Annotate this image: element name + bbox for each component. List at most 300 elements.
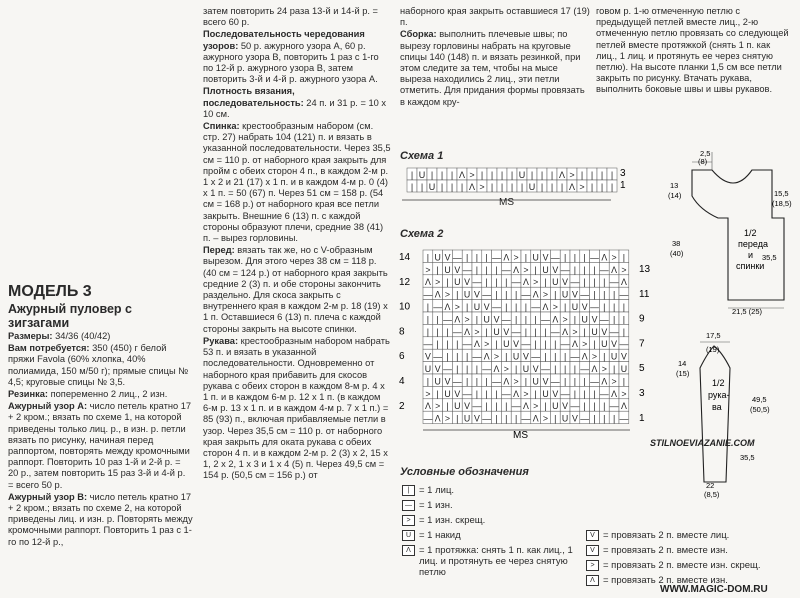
grid-symbol: | xyxy=(460,182,464,192)
grid-symbol: — xyxy=(501,264,511,275)
grid-symbol: U xyxy=(434,252,441,263)
grid-symbol: — xyxy=(541,314,550,325)
model-subtitle: Ажурный пуловер с зигзагами xyxy=(8,302,132,330)
grid-symbol: — xyxy=(482,413,492,424)
grid-symbol: | xyxy=(426,252,430,263)
grid-symbol: | xyxy=(490,170,494,180)
grid-symbol: > xyxy=(444,413,451,424)
grid-symbol: | xyxy=(600,170,604,180)
grid-symbol: Λ xyxy=(620,401,627,412)
grid-symbol: — xyxy=(531,302,541,312)
grid-symbol: | xyxy=(485,326,488,337)
grid-symbol: — xyxy=(462,339,472,350)
grid-symbol: — xyxy=(462,264,472,275)
site-mark: STILNOEVIAZANIE.COM xyxy=(650,438,755,448)
watermark: WWW.MAGIC-DOM.RU xyxy=(660,584,768,595)
pattern-b-para: Ажурный узор В: число петель кратно 17 + 2 кром.; вязать по схеме 2, на которой приведены лиц. и изн. р. Повторять между кромочными раппорт. Повторить 1 раз с 1-го по 12-й р., xyxy=(8,491,193,547)
grid-symbol: | xyxy=(514,289,518,300)
grid-symbol: | xyxy=(426,314,430,325)
grid-symbol: > xyxy=(469,170,475,180)
sleeve-bottom: 22 xyxy=(706,481,715,490)
grid-symbol: | xyxy=(495,289,498,300)
grid-symbol: — xyxy=(570,351,580,362)
grid-symbol: | xyxy=(514,314,518,325)
grid-symbol: | xyxy=(534,326,537,337)
sleeve-label: 1/2 xyxy=(712,378,725,388)
scheme2-right-row-label: 13 xyxy=(639,264,651,275)
grid-symbol: | xyxy=(524,314,528,325)
grid-symbol: | xyxy=(514,302,518,312)
grid-symbol: V xyxy=(513,339,520,350)
grid-symbol: — xyxy=(619,339,629,350)
body-h-total2: (40) xyxy=(670,249,684,258)
grid-symbol: Λ xyxy=(601,252,608,263)
sleeve-schematic xyxy=(660,332,795,502)
grid-symbol: — xyxy=(560,388,570,399)
grid-symbol: | xyxy=(426,302,430,312)
grid-symbol: | xyxy=(485,252,488,263)
grid-symbol: | xyxy=(436,326,439,337)
yarn-over-icon: U xyxy=(402,530,415,541)
grid-symbol: Λ xyxy=(513,264,520,275)
grid-symbol: | xyxy=(622,376,626,387)
grid-symbol: | xyxy=(505,351,508,362)
grid-symbol: | xyxy=(583,388,586,399)
grid-symbol: | xyxy=(456,289,459,300)
body-h-arm: 15,5 xyxy=(774,189,789,198)
grid-symbol: Λ xyxy=(522,277,529,288)
grid-symbol: U xyxy=(552,277,559,288)
column-4 xyxy=(596,6,792,126)
grid-symbol: — xyxy=(619,289,629,300)
slip-decrease-icon: Λ xyxy=(402,545,415,556)
grid-symbol: V xyxy=(424,351,431,362)
grid-symbol: | xyxy=(593,277,596,288)
scheme2-ms: MS xyxy=(513,430,528,441)
grid-symbol: — xyxy=(472,401,482,412)
grid-symbol: | xyxy=(573,264,577,275)
grid-symbol: — xyxy=(462,388,472,399)
grid-symbol: V xyxy=(571,413,578,424)
grid-symbol: — xyxy=(423,289,433,300)
grid-symbol: | xyxy=(500,170,504,180)
grid-symbol: | xyxy=(475,388,479,399)
grid-symbol: | xyxy=(600,182,604,192)
assembly-para: Сборка: выполнить плечевые швы; по вырезу горловины набрать на круговые спицы 140 (148) п. и вязать резинкой, при этом следите за тем, чтобы на мысе выреза находились 2 лиц., эти петли отметить. Для придания формы провязать в каждом кру- xyxy=(400,29,585,107)
grid-symbol: > xyxy=(621,264,627,275)
grid-symbol: | xyxy=(583,376,586,387)
grid-symbol: — xyxy=(443,314,452,325)
scheme2-left-row-label: 10 xyxy=(399,301,411,313)
grid-symbol: | xyxy=(593,401,596,412)
grid-symbol: | xyxy=(603,351,606,362)
scheme2-left-row-label: 12 xyxy=(399,276,411,288)
grid-symbol: U xyxy=(473,302,481,312)
grid-symbol: Λ xyxy=(542,302,549,312)
grid-symbol: — xyxy=(492,252,501,263)
grid-symbol: V xyxy=(454,388,461,399)
body-schematic xyxy=(660,148,795,316)
grid-symbol: | xyxy=(495,339,498,350)
grid-symbol: | xyxy=(563,302,567,312)
grid-symbol: | xyxy=(456,364,459,374)
grid-symbol: V xyxy=(591,314,598,325)
grid-symbol: > xyxy=(611,252,617,263)
scheme1-title: Схема 1 xyxy=(400,150,444,162)
sleeve-outline xyxy=(700,346,730,482)
legend-title: Условные обозначения xyxy=(400,466,529,478)
grid-symbol: — xyxy=(580,289,590,300)
grid-symbol: > xyxy=(533,401,539,412)
grid-symbol: Λ xyxy=(611,264,618,275)
scheme1-grid xyxy=(395,160,635,208)
grid-symbol: — xyxy=(609,326,619,337)
grid-symbol: | xyxy=(544,351,547,362)
body-label: 1/2 xyxy=(744,228,757,238)
p2tog-tbl-icon: > xyxy=(586,560,599,571)
grid-symbol: U xyxy=(552,401,559,412)
sleeve-h-low: 35,5 xyxy=(740,453,755,462)
grid-symbol: | xyxy=(480,170,484,180)
grid-symbol: | xyxy=(583,401,586,412)
grid-symbol: Λ xyxy=(562,326,569,337)
grid-symbol: | xyxy=(554,339,557,350)
p2tog-alt-icon: Λ xyxy=(586,575,599,586)
grid-symbol: — xyxy=(560,264,570,275)
grid-symbol: > xyxy=(454,302,460,312)
grid-symbol: | xyxy=(583,326,586,337)
grid-symbol: Λ xyxy=(483,351,490,362)
grid-symbol: | xyxy=(583,277,586,288)
grid-symbol: | xyxy=(450,182,454,192)
grid-symbol: | xyxy=(495,277,498,288)
grid-symbol: | xyxy=(436,339,439,350)
crossed-purl-icon: > xyxy=(402,515,415,526)
grid-symbol: | xyxy=(612,302,616,312)
grid-symbol: Λ xyxy=(434,413,441,424)
grid-symbol: U xyxy=(454,277,461,288)
grid-symbol: > xyxy=(562,314,568,325)
grid-symbol: U xyxy=(601,339,608,350)
grid-symbol: | xyxy=(540,170,544,180)
grid-symbol: | xyxy=(465,252,469,263)
grid-symbol: U xyxy=(512,351,520,362)
grid-symbol: — xyxy=(482,289,492,300)
body-label2: переда xyxy=(738,239,768,249)
grid-symbol: U xyxy=(561,289,569,300)
grid-symbol: | xyxy=(475,264,479,275)
sleeve-label3: ва xyxy=(712,402,722,412)
grid-symbol: V xyxy=(620,351,627,362)
grid-symbol: — xyxy=(452,376,462,387)
grid-symbol: | xyxy=(612,289,616,300)
grid-symbol: | xyxy=(505,277,508,288)
scheme2-left-row-label: 4 xyxy=(399,376,405,387)
scheme2-right-row-label: 7 xyxy=(639,338,645,350)
grid-symbol: | xyxy=(440,170,444,180)
grid-symbol: V xyxy=(444,376,451,387)
grid-symbol: Λ xyxy=(473,339,480,350)
grid-symbol: Λ xyxy=(522,401,529,412)
grid-symbol: > xyxy=(582,339,588,350)
grid-symbol: U xyxy=(463,413,471,424)
grid-symbol: | xyxy=(524,326,528,337)
grid-symbol: > xyxy=(542,289,549,300)
back-para: Спинка: крестообразным набором (см. стр. 27) набрать 104 (121) п. и вязать в указанной последовательности. Через 35,5 см = 110 р. от наборного края закрыть для пройм с обеих сторон 4 п., в каждом 2-м р. 1 х 2 и 21 (17) х 1 п. и в каждом 4-м р. 0 (4) х 1 п. = 50 (67) п. Через 51 см = 158 р. (54 см = 168 р.) от наборного края все петли закрыть. Внешние 6 (13) п. с каждой стороны образуют плечи, средние 38 (41) п. – вырез горловины. xyxy=(203,121,391,244)
grid-symbol: | xyxy=(514,364,518,374)
body-h-side: 35,5 xyxy=(762,253,777,262)
grid-symbol: | xyxy=(436,314,439,325)
grid-symbol: | xyxy=(580,170,584,180)
grid-symbol: — xyxy=(433,351,443,362)
body-top-w: 2,5 xyxy=(700,149,711,158)
grid-symbol: | xyxy=(622,314,626,325)
body-h-arm2: (18,5) xyxy=(772,199,792,208)
grid-symbol: > xyxy=(474,326,480,337)
grid-symbol: — xyxy=(452,252,462,263)
grid-symbol: Λ xyxy=(503,376,510,387)
scheme2-right-row-label: 5 xyxy=(639,363,645,375)
density-para: Плотность вязания, последовательность: 24 п. и 31 р. = 10 х 10 см. xyxy=(203,86,387,119)
grid-symbol: U xyxy=(571,302,579,312)
grid-symbol: V xyxy=(464,277,471,288)
grid-symbol: | xyxy=(475,376,479,387)
grid-symbol: | xyxy=(505,413,508,424)
grid-symbol: | xyxy=(563,252,567,263)
grid-symbol: | xyxy=(603,401,606,412)
grid-symbol: Λ xyxy=(493,364,500,374)
grid-symbol: > xyxy=(523,388,529,399)
grid-symbol: | xyxy=(500,182,504,192)
grid-symbol: | xyxy=(573,314,577,325)
grid-symbol: — xyxy=(511,277,521,288)
grid-symbol: > xyxy=(579,182,585,192)
grid-symbol: Λ xyxy=(568,182,576,192)
grid-symbol: > xyxy=(503,364,509,374)
grid-symbol: | xyxy=(612,314,616,325)
scheme1-ms: MS xyxy=(499,197,514,208)
grid-symbol: V xyxy=(571,289,578,300)
col4-text: говом р. 1-ю отмеченную петлю с предыдущей петлей вместе лиц., 2-ю отмеченную петлю провязать со следующей петлей вместе протяжкой (снять 1 п. как лиц., 1 лиц. и протянуть ее через снятую петлю). На высоте планки 1,5 см все петли закрыть по рисунку. Втачать рукава, выполнить боковые швы и швы рукавов. xyxy=(596,6,789,95)
grid-symbol: — xyxy=(492,376,501,387)
body-label3: и xyxy=(748,250,754,260)
grid-symbol: U xyxy=(444,264,451,275)
grid-symbol: | xyxy=(505,302,508,312)
grid-symbol: Λ xyxy=(532,289,539,300)
grid-symbol: | xyxy=(495,388,498,399)
sequence-para: Последовательность чередования узоров: 50 р. ажурного узора А, 60 р. ажурного узора В, повторить 1 раз с 1-го по 12-й р. ажурного узора В, затем повторить 3-й и 4-й р. ажурного узора А. xyxy=(203,29,379,85)
grid-symbol: U xyxy=(463,289,471,300)
grid-symbol: V xyxy=(483,302,490,312)
grid-symbol: — xyxy=(541,364,550,374)
grid-symbol: | xyxy=(505,289,508,300)
sleeve-bottom2: (8,5) xyxy=(704,490,720,499)
grid-symbol: — xyxy=(619,413,629,424)
grid-symbol: > xyxy=(444,289,451,300)
legend2-item-3: > = провязать 2 п. вместе изн. скрещ. xyxy=(586,560,796,571)
sleeve-cap2: (15) xyxy=(676,369,690,378)
grid-symbol: > xyxy=(572,326,578,337)
grid-symbol: | xyxy=(534,314,537,325)
grid-symbol: V xyxy=(473,289,480,300)
grid-symbol: | xyxy=(593,264,596,275)
grid-symbol: — xyxy=(609,401,619,412)
body-width: 21,5 (25) xyxy=(732,307,763,316)
body-outline xyxy=(692,170,784,300)
grid-symbol: V xyxy=(542,376,549,387)
grid-symbol: Λ xyxy=(591,364,598,374)
column-2 xyxy=(203,6,391,594)
scheme2-left-labels xyxy=(399,252,411,412)
sleeve-para: Рукава: крестообразным набором набрать 53 п. и вязать в указанной последовательности. Одновременно от наборного края прибавить для скосов рукава с обеих сторон в каждом 8-м р. 4 х 1 п. и в каждом 6-м р. 12 х 1 п. (в каждом 6-м р. 13 х 1 п. и в каждом 4-м р. 7 х 1 п.) = 85 (93) п., включая прибавляемые петли в узор. Через 35,5 см = 110 р. от наборного края закрыть для оката рукава с обеих сторон 4 п. и в каждом 2-м р. 2 (3) х 2, 15 х 1, 2 х 2, 1 х 3 и 1 х 4 (5) п. Через 49,5 см = 154 р. (50,5 см = 156 р.) от xyxy=(203,335,390,481)
grid-symbol: | xyxy=(550,170,554,180)
sleeve-top: 17,5 xyxy=(706,332,721,340)
grid-symbol: — xyxy=(511,326,521,337)
grid-symbol: V xyxy=(532,364,539,374)
legend-item-1: | = 1 лиц. xyxy=(402,485,582,496)
grid-symbol: — xyxy=(472,277,482,288)
grid-symbol: | xyxy=(514,413,518,424)
grid-symbol: | xyxy=(554,364,557,374)
grid-symbol: | xyxy=(603,277,606,288)
grid-symbol: U xyxy=(610,351,618,362)
grid-symbol: | xyxy=(465,302,469,312)
rib-para: Резинка: попеременно 2 лиц., 2 изн. xyxy=(8,389,168,400)
grid-symbol: U xyxy=(434,376,441,387)
grid-symbol: > xyxy=(464,314,470,325)
grid-symbol: Λ xyxy=(611,388,618,399)
grid-symbol: | xyxy=(583,264,586,275)
sizes-para: Размеры: 34/36 (40/42) xyxy=(8,331,111,341)
grid-symbol: V xyxy=(503,326,510,337)
grid-symbol: > xyxy=(591,351,598,362)
grid-symbol: V xyxy=(444,252,451,263)
legend-item-5: Λ = 1 протяжка: снять 1 п. как лиц., 1 лиц. и протянуть ее через снятую петлю xyxy=(402,545,582,578)
grid-symbol: Λ xyxy=(458,170,466,180)
grid-symbol: | xyxy=(530,170,534,180)
grid-symbol: > xyxy=(621,388,627,399)
grid-symbol: V xyxy=(434,364,441,374)
col2-intro: затем повторить 24 раза 13-й и 14-й р. = всего 60 р. xyxy=(203,6,378,28)
scheme2-left-row-label: 2 xyxy=(399,400,405,412)
grid-symbol: | xyxy=(583,252,586,263)
grid-symbol: — xyxy=(570,401,580,412)
scheme2-left-row-label: 14 xyxy=(399,252,411,263)
grid-symbol: | xyxy=(573,388,577,399)
p2tog-icon: V xyxy=(586,545,599,556)
grid-symbol: | xyxy=(420,182,424,192)
col3-intro: наборного края закрыть оставшиеся 17 (19) п. xyxy=(400,6,590,28)
legend-item-2: — = 1 изн. xyxy=(402,500,582,511)
sleeve-label2: рука- xyxy=(708,390,730,400)
grid-symbol: Λ xyxy=(464,326,471,337)
grid-symbol: | xyxy=(524,302,528,312)
grid-symbol: — xyxy=(521,413,531,424)
grid-symbol: | xyxy=(554,413,557,424)
grid-symbol: — xyxy=(599,388,609,399)
grid-symbol: — xyxy=(521,339,531,350)
grid-symbol: | xyxy=(603,413,606,424)
grid-symbol: — xyxy=(550,252,560,263)
grid-symbol: > xyxy=(425,264,431,275)
body-top-w2: (8) xyxy=(698,157,708,166)
grid-symbol: | xyxy=(436,388,439,399)
sleeve-top2: (19) xyxy=(706,345,720,354)
k2tog-icon: V xyxy=(586,530,599,541)
grid-symbol: > xyxy=(533,277,539,288)
grid-symbol: | xyxy=(560,182,564,192)
grid-symbol: > xyxy=(484,339,490,350)
sleeve-length: 49,5 xyxy=(752,395,767,404)
grid-symbol: Λ xyxy=(620,277,627,288)
grid-symbol: | xyxy=(590,182,594,192)
grid-symbol: | xyxy=(610,170,614,180)
grid-symbol: | xyxy=(554,351,557,362)
grid-symbol: > xyxy=(435,277,441,288)
grid-symbol: | xyxy=(573,364,577,374)
grid-symbol: > xyxy=(425,388,431,399)
grid-symbol: Λ xyxy=(444,302,451,312)
grid-symbol: | xyxy=(603,302,606,312)
column-1 xyxy=(8,282,193,594)
grid-symbol: U xyxy=(542,388,549,399)
grid-symbol: | xyxy=(505,401,508,412)
grid-symbol: V xyxy=(601,326,608,337)
grid-symbol: | xyxy=(590,170,594,180)
grid-symbol: Λ xyxy=(581,351,588,362)
front-para: Перед: вязать так же, но с V-образным вырезом. Для этого через 38 см = 118 р. (40 см = 124 р.) от наборного края закрыть средние 2 (3) п. и обе стороны закончить раздельно. Для скоса закрыть с внутреннего края в каждом 2-м р. 18 (19) х 1 п. Оставшиеся 6 (13) п. плеча с каждой стороны закрыть на высоте спинки. xyxy=(203,245,388,334)
scheme2-right-row-label: 11 xyxy=(639,288,650,300)
grid-symbol: | xyxy=(520,182,524,192)
grid-symbol: U xyxy=(428,182,436,192)
body-h-top: 13 xyxy=(670,181,679,190)
grid-symbol: — xyxy=(423,339,433,350)
grid-symbol: V xyxy=(454,264,461,275)
grid-symbol: U xyxy=(503,339,510,350)
grid-symbol: — xyxy=(423,413,433,424)
grid-symbol: | xyxy=(446,351,449,362)
grid-symbol: > xyxy=(493,351,500,362)
grid-symbol: | xyxy=(573,252,577,263)
grid-symbol: | xyxy=(510,182,514,192)
grid-symbol: U xyxy=(493,326,500,337)
grid-symbol: | xyxy=(456,413,459,424)
grid-symbol: V xyxy=(562,277,569,288)
grid-symbol: U xyxy=(444,388,451,399)
grid-symbol: | xyxy=(490,182,494,192)
grid-symbol: U xyxy=(483,314,490,325)
grid-symbol: U xyxy=(561,413,569,424)
grid-symbol: | xyxy=(524,252,528,263)
grid-symbol: | xyxy=(426,376,430,387)
grid-symbol: | xyxy=(465,376,469,387)
grid-symbol: | xyxy=(622,252,626,263)
scheme1-cells xyxy=(407,168,617,192)
grid-symbol: — xyxy=(599,314,609,325)
grid-symbol: V xyxy=(522,351,529,362)
grid-symbol: | xyxy=(544,326,547,337)
grid-symbol: Λ xyxy=(571,339,578,350)
grid-symbol: | xyxy=(465,364,469,374)
grid-symbol: | xyxy=(446,339,449,350)
grid-symbol: | xyxy=(622,302,626,312)
grid-symbol: — xyxy=(452,326,462,337)
knit-symbol-icon: | xyxy=(402,485,415,496)
grid-symbol: — xyxy=(590,302,599,312)
grid-symbol: | xyxy=(485,277,488,288)
grid-symbol: V xyxy=(464,401,471,412)
grid-symbol: > xyxy=(523,264,529,275)
